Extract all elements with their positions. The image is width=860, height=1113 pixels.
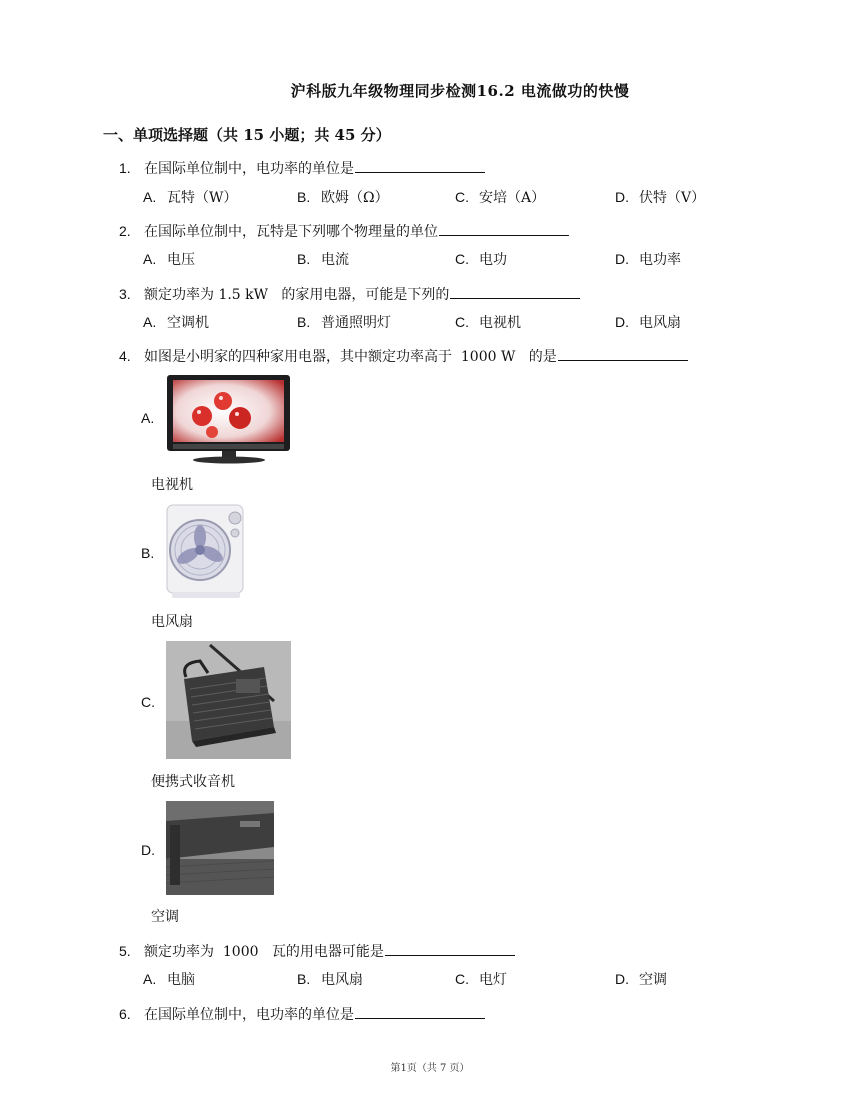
image-option-letter-a[interactable]: A. (141, 410, 155, 426)
option-text: 电流 (321, 252, 349, 268)
question-stem: 如图是小明家的四种家用电器，其中额定功率高于 1000 W 的是 (144, 349, 557, 365)
option-text: 瓦特（W） (167, 190, 238, 206)
option-letter: C. (455, 314, 469, 330)
image-option-caption: 空调 (151, 909, 179, 925)
image-option-letter-d[interactable]: D. (141, 842, 155, 858)
option-text: 电灯 (479, 972, 507, 988)
question-6 (119, 1004, 485, 1024)
option-b[interactable] (297, 312, 391, 332)
question-stem: 在国际单位制中，电功率的单位是 (144, 161, 354, 177)
image-option-letter-c[interactable]: C. (141, 694, 155, 710)
option-letter: A. (143, 251, 157, 267)
option-letter: A. (143, 971, 157, 987)
question-1 (119, 158, 485, 178)
option-text: 欧姆（Ω） (321, 190, 389, 206)
question-number: 5. (119, 943, 131, 959)
answer-blank[interactable] (450, 284, 580, 299)
page-footer: 第1页（共 7 页） (390, 1063, 470, 1074)
section-heading: 一、单项选择题（共 15 小题；共 45 分） (103, 126, 391, 144)
tv-icon[interactable] (166, 374, 291, 464)
option-letter: B. (297, 189, 311, 205)
option-text: 普通照明灯 (321, 315, 391, 331)
option-letter: B. (297, 314, 311, 330)
image-option-caption: 电视机 (151, 477, 193, 493)
question-2 (119, 221, 569, 241)
option-letter: D. (615, 189, 629, 205)
option-d[interactable] (615, 249, 681, 269)
radio-icon[interactable] (166, 641, 291, 759)
option-text: 电脑 (167, 972, 195, 988)
question-stem: 额定功率为 1.5 kW 的家用电器，可能是下列的 (144, 287, 450, 303)
option-c[interactable] (455, 249, 507, 269)
option-letter: D. (615, 251, 629, 267)
option-a[interactable] (143, 249, 195, 269)
option-text: 空调机 (167, 315, 209, 331)
option-b[interactable] (297, 249, 349, 269)
option-b[interactable] (297, 969, 363, 989)
image-option-letter-b[interactable]: B. (141, 545, 155, 561)
option-c[interactable] (455, 312, 521, 332)
question-number: 3. (119, 286, 131, 302)
option-b[interactable] (297, 187, 389, 207)
option-text: 电视机 (479, 315, 521, 331)
option-letter: A. (143, 314, 157, 330)
option-a[interactable] (143, 969, 195, 989)
question-number: 2. (119, 223, 131, 239)
option-letter: B. (297, 971, 311, 987)
option-c[interactable] (455, 187, 545, 207)
option-d[interactable] (615, 187, 705, 207)
answer-blank[interactable] (558, 346, 688, 361)
fan-icon[interactable] (166, 504, 246, 600)
option-d[interactable] (615, 969, 667, 989)
option-a[interactable] (143, 312, 209, 332)
option-text: 伏特（V） (639, 190, 706, 206)
option-d[interactable] (615, 312, 681, 332)
answer-blank[interactable] (385, 941, 515, 956)
question-number: 4. (119, 348, 131, 364)
option-a[interactable] (143, 187, 237, 207)
option-letter: B. (297, 251, 311, 267)
option-text: 电压 (167, 252, 195, 268)
question-stem: 在国际单位制中，瓦特是下列哪个物理量的单位 (144, 224, 438, 240)
question-3 (119, 284, 580, 304)
option-text: 电风扇 (639, 315, 681, 331)
option-text: 电风扇 (321, 972, 363, 988)
answer-blank[interactable] (355, 1004, 485, 1019)
question-5 (119, 941, 515, 961)
option-letter: A. (143, 189, 157, 205)
question-4 (119, 346, 688, 366)
image-option-caption: 便携式收音机 (151, 774, 235, 790)
page-title: 沪科版九年级物理同步检测16.2 电流做功的快慢 (290, 82, 630, 100)
option-letter: C. (455, 251, 469, 267)
option-text: 电功率 (639, 252, 681, 268)
question-stem: 额定功率为 1000 瓦的用电器可能是 (144, 944, 384, 960)
option-c[interactable] (455, 969, 507, 989)
option-text: 安培（A） (479, 190, 546, 206)
option-letter: D. (615, 971, 629, 987)
question-stem: 在国际单位制中，电功率的单位是 (144, 1007, 354, 1023)
option-text: 电功 (479, 252, 507, 268)
answer-blank[interactable] (439, 221, 569, 236)
option-letter: D. (615, 314, 629, 330)
option-letter: C. (455, 971, 469, 987)
option-text: 空调 (639, 972, 667, 988)
answer-blank[interactable] (355, 158, 485, 173)
option-letter: C. (455, 189, 469, 205)
air-conditioner-icon[interactable] (166, 801, 274, 895)
image-option-caption: 电风扇 (151, 614, 193, 630)
question-number: 6. (119, 1006, 131, 1022)
question-number: 1. (119, 160, 131, 176)
